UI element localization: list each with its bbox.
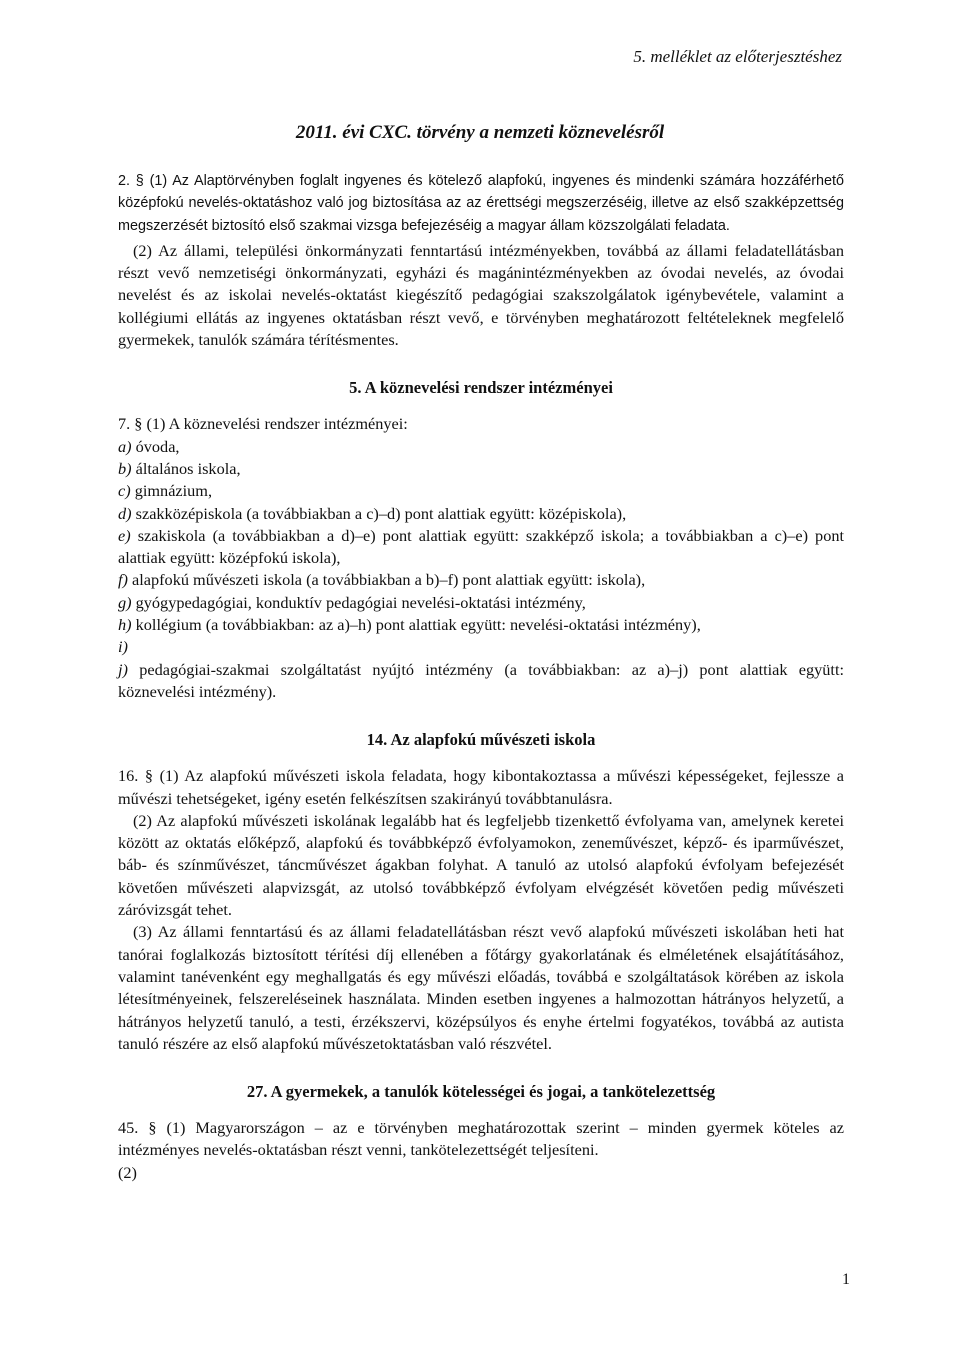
list-item-j [118,659,844,704]
institution-list [118,413,844,703]
annex-label: 5. melléklet az előterjesztéshez [633,47,842,66]
list-item-a [118,436,844,458]
list-letter: h) [118,615,132,635]
list-item-b [118,458,844,480]
list-text: szakiskola (a továbbiakban a d)–e) pont alattiak együtt: szakképző iskola; a továbbiakban a c)–e) pont alattiak együtt: középfokú iskola), [118,525,844,568]
list-item-e [118,525,844,570]
document-body [118,170,844,1184]
list-text: pedagógiai-szakmai szolgáltatást nyújtó intézmény (a továbbiakban: az a)–j) pont alattiak együtt: köznevelési intézmény). [118,659,844,701]
paragraph-16-3: (3) Az állami fenntartású és az állami feladatellátásban részt vevő alapfokú művészeti iskolában heti hat tanórai foglalkozás biztosított térítési díj ellenében a főtárgy gyakorlatának és elméletének elsajátításához, valamint tanévenként egy meghallgatás és egy művészi előadás, továbbá e szolgáltatások körében az iskola létesítményeinek, felszereléseinek használata. Minden esetben ingyenes a halmozottan hátrányos helyzetű, a hátrányos helyzetű tanuló, a testi, érzékszervi, középsúlyos és enyhe értelmi fogyatékos, továbbá az autista tanuló részére az első alapfokú művészetoktatásban való részvétel. [118,922,844,1053]
list-letter: d) [118,503,132,523]
list-item-g [118,592,844,614]
list-letter: j) [118,659,128,679]
list-text: gimnázium, [130,481,213,501]
list-text: szakközépiskola (a továbbiakban a c)–d) pont alattiak együtt: középiskola), [131,503,627,523]
list-letter: b) [118,458,132,478]
list-text: óvoda, [131,436,180,456]
section-heading-5: 5. A köznevelési rendszer intézményei [349,378,613,398]
paragraph-2-1: 2. § (1) Az Alaptörvényben foglalt ingyenes és kötelező alapfokú, ingyenes és mindenki számára hozzáférhető középfokú nevelés-oktatáshoz való jog biztosítása az az érettségi megszerzéséig, illetve az első szakképzettség megszerzését biztosító első szakmai vizsga befejezéséig a magyar állam közszolgálati feladata. [118,173,844,234]
paragraph-16-2: (2) Az alapfokú művészeti iskolának legalább hat és legfeljebb tizenkettő évfolyama van, amelynek keretei között az oktatás előképző, alapfokú és továbbképző évfolyamokon, zeneművészet, képző- és iparművészet, báb- és színművészet, táncművészet ágakban folyhat. A tanuló az utolsó alapfokú évfolyam befejezését követően művészeti alapvizsgát, az utolsó továbbképző évfolyam elvégzését követően pedig művészeti záróvizsgát tehet. [118,810,844,920]
list-letter: a) [118,436,132,456]
list-letter: f) [118,570,128,590]
list-item-h [118,614,844,636]
list-item-d [118,503,844,525]
list-text: alapfokú művészeti iskola (a továbbiakban a b)–f) pont alattiak együtt: iskola), [127,570,646,590]
paragraph-16-1: 16. § (1) Az alapfokú művészeti iskola feladata, hogy kibontakoztassa a művészi képességeket, fejlessze a művészi tehetségeket, igény esetén felkészítsen szakirányú továbbtanulásra. [118,766,844,808]
list-letter: e) [118,525,131,545]
list-item-i [118,636,844,658]
list-intro: 7. § (1) A köznevelési rendszer intézményei: [118,414,408,434]
list-item-f [118,569,844,591]
law-title: 2011. évi CXC. törvény a nemzeti köznevelésről [295,122,665,143]
section-heading-27: 27. A gyermekek, a tanulók kötelességei és jogai, a tankötelezettség [246,1082,716,1102]
list-letter: g) [118,592,132,612]
list-letter: i) [118,637,128,657]
list-item-c [118,480,844,502]
list-text: általános iskola, [131,458,241,478]
paragraph-45-2: (2) [118,1162,137,1182]
list-text: kollégium (a továbbiakban: az a)–h) pont alattiak együtt: nevelési-oktatási intézmény), [131,615,701,635]
list-text: gyógypedagógiai, konduktív pedagógiai nevelési-oktatási intézmény, [131,592,586,612]
page-number: 1 [842,1271,850,1288]
section-heading-14: 14. Az alapfokú művészeti iskola [366,730,596,750]
list-letter: c) [118,481,131,501]
paragraph-45-1: 45. § (1) Magyarországon – az e törvényben meghatározottak szerint – minden gyermek köteles az intézményes nevelés-oktatásban részt venni, tankötelezettségét teljesíteni. [118,1118,844,1160]
paragraph-2-2: (2) Az állami, települési önkormányzati fenntartású intézményekben, továbbá az állami feladatellátásban részt vevő nemzetiségi önkormányzati, egyházi és magánintézményekben az óvodai nevelés, az óvodai nevelést és az iskolai nevelés-oktatást kiegészítő pedagógiai szakszolgálatok igénybevétele, valamint a kollégiumi ellátás az ingyenes oktatásban részt vevő, e törvényben meghatározott feltételeknek megfelelő gyermekek, tanulók számára térítésmentes. [118,240,844,350]
